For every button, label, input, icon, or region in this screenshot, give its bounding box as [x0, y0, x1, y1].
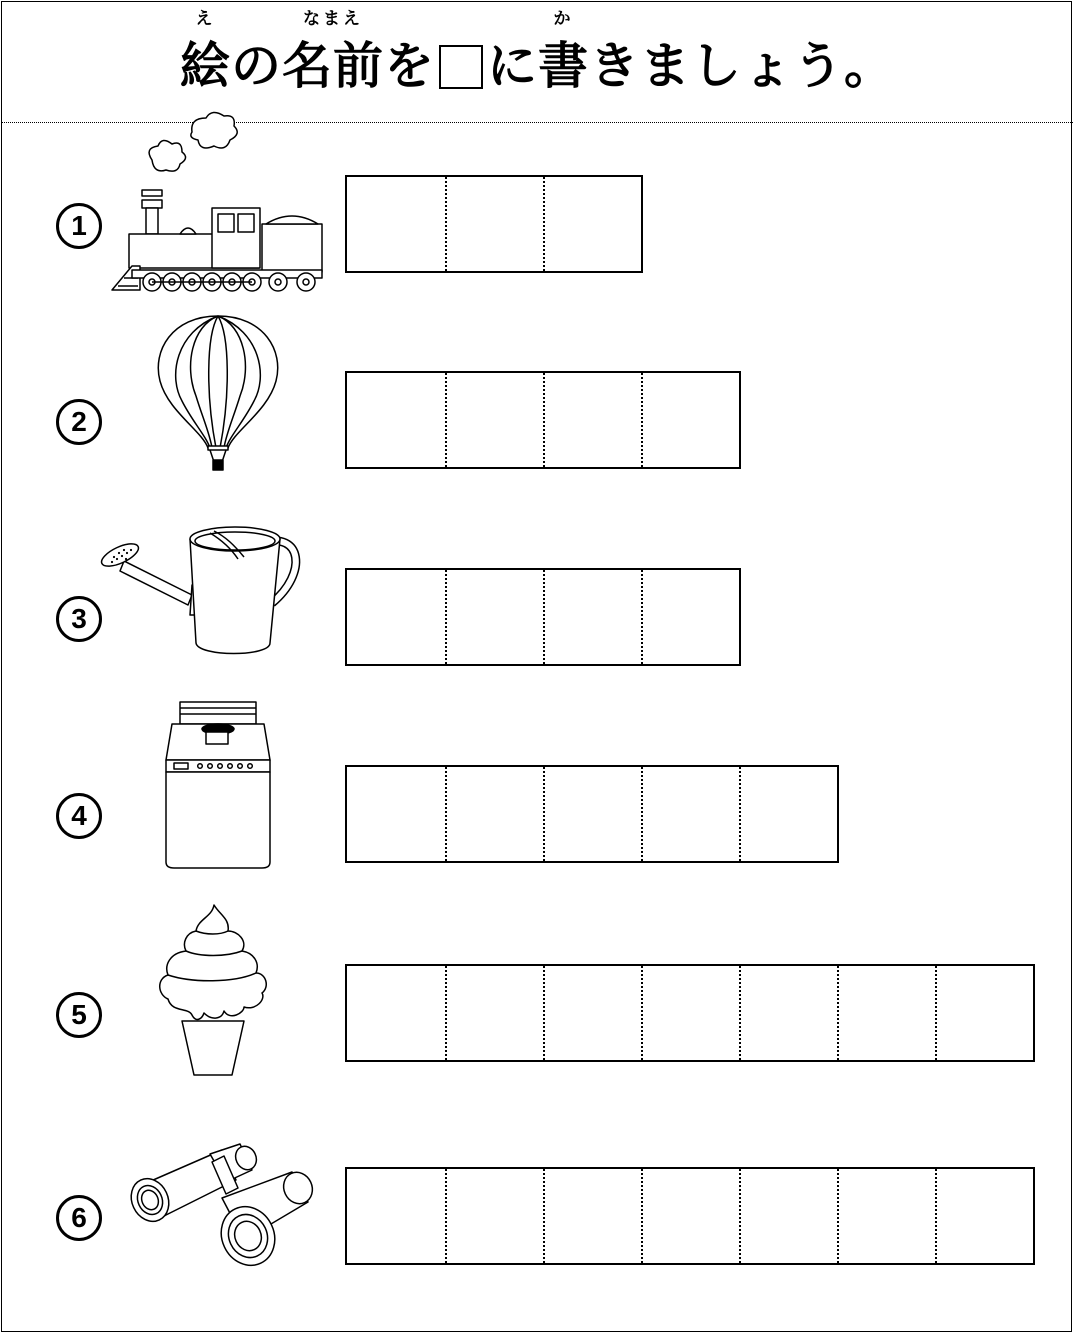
question-number-6: 6 — [56, 1195, 102, 1241]
answer-boxes-1[interactable] — [345, 175, 643, 273]
question-row-2 — [2, 371, 1073, 471]
answer-cell[interactable] — [347, 373, 445, 467]
title-text-kimashou: きましょう。 — [589, 37, 895, 95]
answer-cell[interactable] — [641, 373, 739, 467]
question-number-4: 4 — [56, 793, 102, 839]
answer-boxes-6[interactable] — [345, 1167, 1035, 1265]
furigana-namae: なまえ — [303, 9, 363, 29]
question-number-1: 1 — [56, 203, 102, 249]
answer-cell[interactable] — [641, 767, 739, 861]
answer-boxes-4[interactable] — [345, 765, 839, 863]
page-title — [2, 9, 1073, 98]
answer-boxes-3[interactable] — [345, 568, 741, 666]
title-text-wo: を — [384, 37, 435, 95]
question-number-5: 5 — [56, 992, 102, 1038]
worksheet — [1, 1, 1072, 1332]
title-text-no: の — [231, 37, 282, 95]
answer-cell[interactable] — [347, 767, 445, 861]
answer-cell[interactable] — [935, 1169, 1033, 1263]
soft-serve-ice-cream-icon — [102, 929, 332, 1104]
answer-cell[interactable] — [347, 1169, 445, 1263]
washing-machine-icon — [102, 730, 332, 905]
title-area — [2, 2, 1073, 122]
steam-train-icon — [102, 140, 332, 315]
question-number-2: 2 — [56, 399, 102, 445]
answer-boxes-2[interactable] — [345, 371, 741, 469]
answer-boxes-5[interactable] — [345, 964, 1035, 1062]
question-row-4 — [2, 765, 1073, 865]
answer-cell[interactable] — [641, 1169, 739, 1263]
answer-box-symbol — [439, 45, 483, 89]
title-divider — [2, 122, 1073, 123]
title-kanji-ka: 書 — [538, 37, 589, 95]
answer-cell[interactable] — [837, 966, 935, 1060]
furigana-ka: か — [553, 9, 574, 29]
question-row-5 — [2, 964, 1073, 1064]
question-row-1 — [2, 175, 1073, 275]
answer-cell[interactable] — [543, 966, 641, 1060]
title-kanji-namae: 名前 — [282, 37, 384, 95]
answer-cell[interactable] — [543, 177, 641, 271]
furigana-e: え — [195, 9, 216, 29]
answer-cell[interactable] — [543, 570, 641, 664]
answer-cell[interactable] — [347, 966, 445, 1060]
answer-cell[interactable] — [641, 966, 739, 1060]
question-number-3: 3 — [56, 596, 102, 642]
answer-cell[interactable] — [347, 177, 445, 271]
answer-cell[interactable] — [935, 966, 1033, 1060]
question-row-6 — [2, 1167, 1073, 1267]
answer-cell[interactable] — [543, 767, 641, 861]
title-kanji-e: 絵 — [180, 37, 231, 95]
answer-cell[interactable] — [739, 966, 837, 1060]
answer-cell[interactable] — [445, 373, 543, 467]
answer-cell[interactable] — [543, 1169, 641, 1263]
title-word-e — [180, 9, 231, 98]
answer-cell[interactable] — [837, 1169, 935, 1263]
title-word-ka — [538, 9, 589, 98]
answer-cell[interactable] — [739, 1169, 837, 1263]
answer-cell[interactable] — [445, 966, 543, 1060]
answer-cell[interactable] — [739, 767, 837, 861]
answer-cell[interactable] — [445, 767, 543, 861]
hot-air-balloon-icon — [102, 336, 332, 511]
answer-cell[interactable] — [641, 570, 739, 664]
answer-cell[interactable] — [445, 570, 543, 664]
answer-cell[interactable] — [445, 1169, 543, 1263]
answer-cell[interactable] — [347, 570, 445, 664]
title-word-namae — [282, 9, 384, 98]
answer-cell[interactable] — [543, 373, 641, 467]
answer-cell[interactable] — [445, 177, 543, 271]
binoculars-icon — [102, 1132, 332, 1307]
watering-can-icon — [102, 533, 332, 708]
question-row-3 — [2, 568, 1073, 668]
title-text-ni: に — [487, 37, 538, 95]
